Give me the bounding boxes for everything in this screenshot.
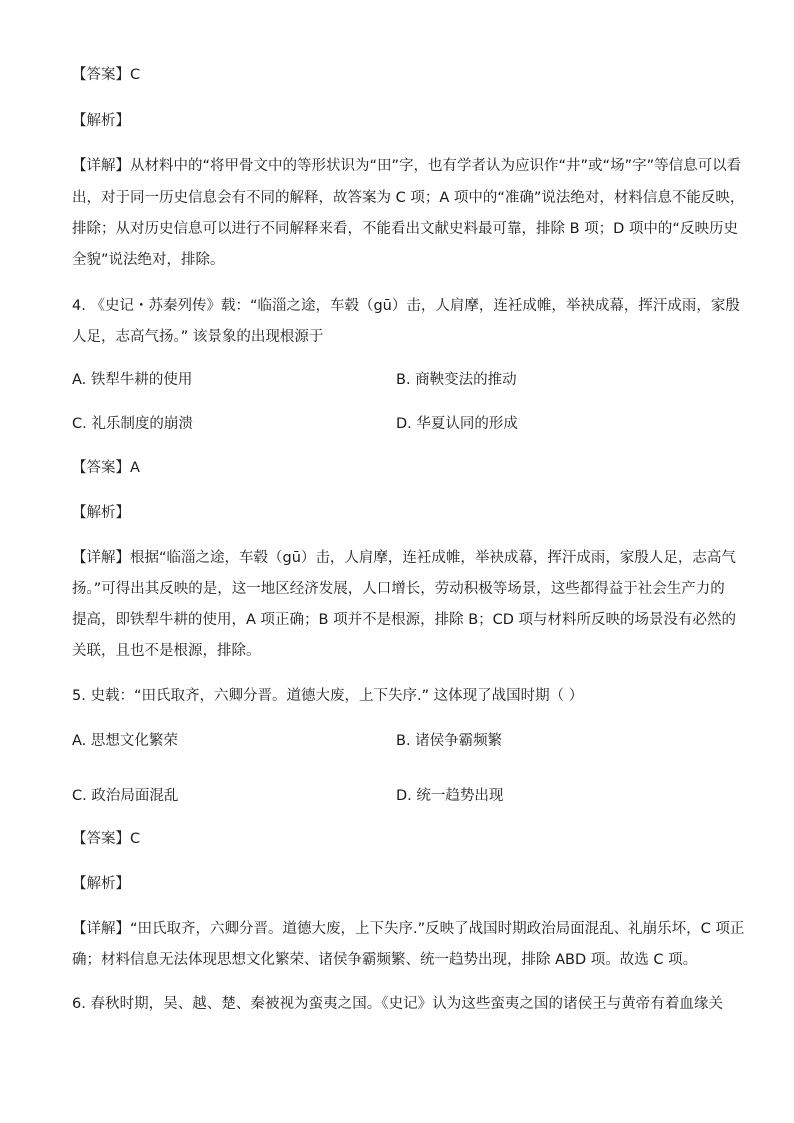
analysis-label: 【解析】 [72,876,130,892]
option-d: D. 华夏认同的形成 [396,416,518,432]
detail-text-line: 提高，即铁犁牛耕的使用，A 项正确；B 项并不是根源，排除 B；CD 项与材料所反映的场景没有必然的 [72,612,737,628]
detail-text-line: 全貌”说法绝对，排除。 [72,252,225,268]
option-b: B. 商鞅变法的推动 [396,372,517,388]
detail-text-line: 排除；从对历史信息可以进行不同解释来看，不能看出文献史料最可靠，排除 B 项；D 项中的“反映历史 [72,221,738,237]
detail-text-line: 关联，且也不是根源，排除。 [72,643,261,659]
option-c: C. 礼乐制度的崩溃 [72,416,193,432]
analysis-label: 【解析】 [72,505,130,521]
answer-label: 【答案】A [72,460,140,476]
detail-text-line: 出，对于同一历史信息会有不同的解释，故答案为 C 项；A 项中的“准确”说法绝对，材料信息不能反映， [72,190,745,206]
question-stem-line: 6. 春秋时期，吴、越、楚、秦被视为蛮夷之国。《史记》认为这些蛮夷之国的诸侯王与黄帝有着血缘关 [72,996,723,1012]
detail-text-line: 确；材料信息无法体现思想文化繁荣、诸侯争霸频繁、统一趋势出现，排除 ABD 项。故选 C 项。 [72,952,698,968]
question-stem-line: 人足，志高气扬。” 该景象的出现根源于 [72,329,324,345]
detail-text-line: 扬。”可得出其反映的是，这一地区经济发展，人口增长，劳动积极等场景，这些都得益于社会生产力的 [72,581,725,597]
analysis-label: 【解析】 [72,113,130,129]
answer-label: 【答案】C [72,67,141,83]
detail-text-line: 【详解】根据“临淄之途，车毂（gū）击，人肩摩，连衽成帷，举袂成幕，挥汗成雨，家殷人足，志高气 [72,550,736,566]
detail-text-line: 【详解】“田氏取齐，六卿分晋。道德大废，上下失序.”反映了战国时期政治局面混乱、礼崩乐坏，C 项正 [72,921,745,937]
question-stem-line: 4. 《史记・苏秦列传》载：“临淄之途，车毂（gū）击，人肩摩，连衽成帷，举袂成幕，挥汗成雨，家殷 [72,298,740,314]
answer-label: 【答案】C [72,831,141,847]
option-a: A. 铁犁牛耕的使用 [72,372,193,388]
detail-text-line: 【详解】从材料中的“将甲骨文中的等形状识为“田”字，也有学者认为应识作“井”或“场”字”等信息可以看 [72,158,742,174]
option-c: C. 政治局面混乱 [72,788,179,804]
option-d: D. 统一趋势出现 [396,788,504,804]
option-a: A. 思想文化繁荣 [72,733,178,749]
question-stem-line: 5. 史载：“田氏取齐，六卿分晋。道德大废，上下失序.” 这体现了战国时期（ ） [72,688,584,704]
option-b: B. 诸侯争霸频繁 [396,733,503,749]
